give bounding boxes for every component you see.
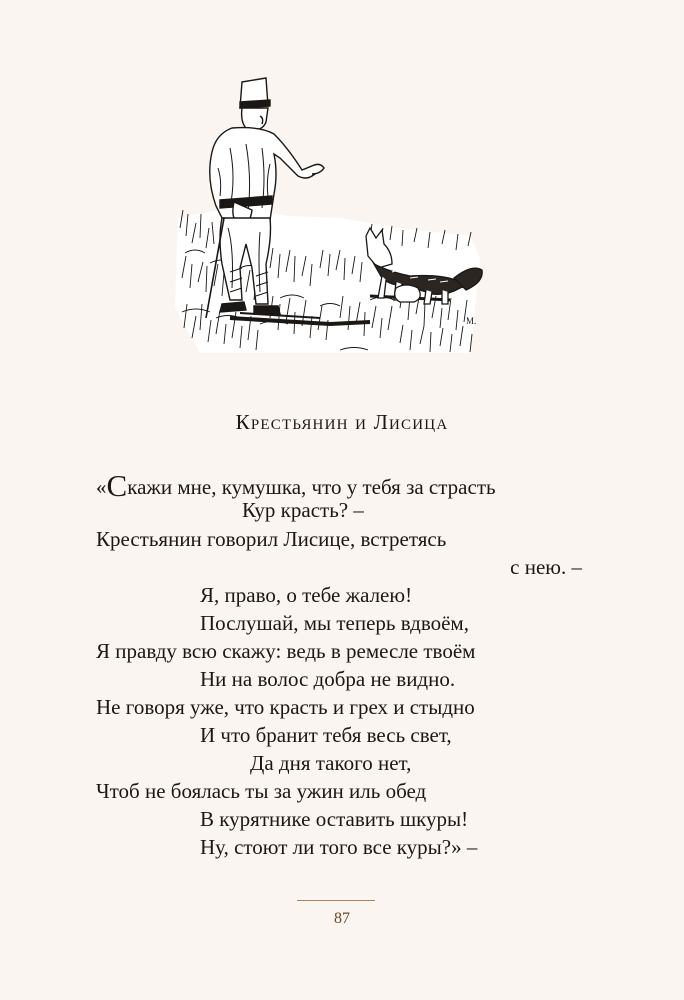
poem-line-12: В курятнике оставить шкуры! [200, 807, 469, 831]
poem-line-11: Чтоб не боялась ты за ужин иль обед [96, 779, 427, 803]
footer-rule [297, 900, 375, 901]
poem-line-1 [96, 470, 496, 501]
drop-cap: С [106, 468, 128, 503]
poem-line-3: Крестьянин говорил Лисице, встретясь [96, 527, 447, 551]
poem-line-4: Я, право, о тебе жалею! [200, 583, 413, 607]
poem-line-5: Послушай, мы теперь вдвоём, [200, 611, 469, 635]
poem-line-1-text: кажи мне, кумушка, что у тебя за страсть [127, 475, 496, 499]
poem-line-7: Ни на волос добра не видно. [200, 667, 456, 691]
poem-line-10: Да дня такого нет, [250, 751, 412, 775]
poem-line-3-continuation: с нею. – [510, 555, 582, 579]
opening-quote: « [96, 475, 107, 499]
illustrator-signature: М. [466, 316, 477, 326]
poem-line-6: Я правду всю скажу: ведь в ремесле твоём [96, 639, 476, 663]
peasant-and-fox-illustration [170, 68, 500, 358]
poem-line-8: Не говоря уже, что красть и грех и стыдно [96, 695, 475, 719]
poem-line-2: Кур красть? – [242, 498, 364, 522]
page-number: 87 [334, 910, 350, 927]
poem-line-9: И что бранит тебя весь свет, [200, 723, 452, 747]
poem-line-13: Ну, стоют ли того все куры?» – [200, 835, 478, 859]
poem-title: Крестьянин и Лисица [235, 410, 449, 434]
